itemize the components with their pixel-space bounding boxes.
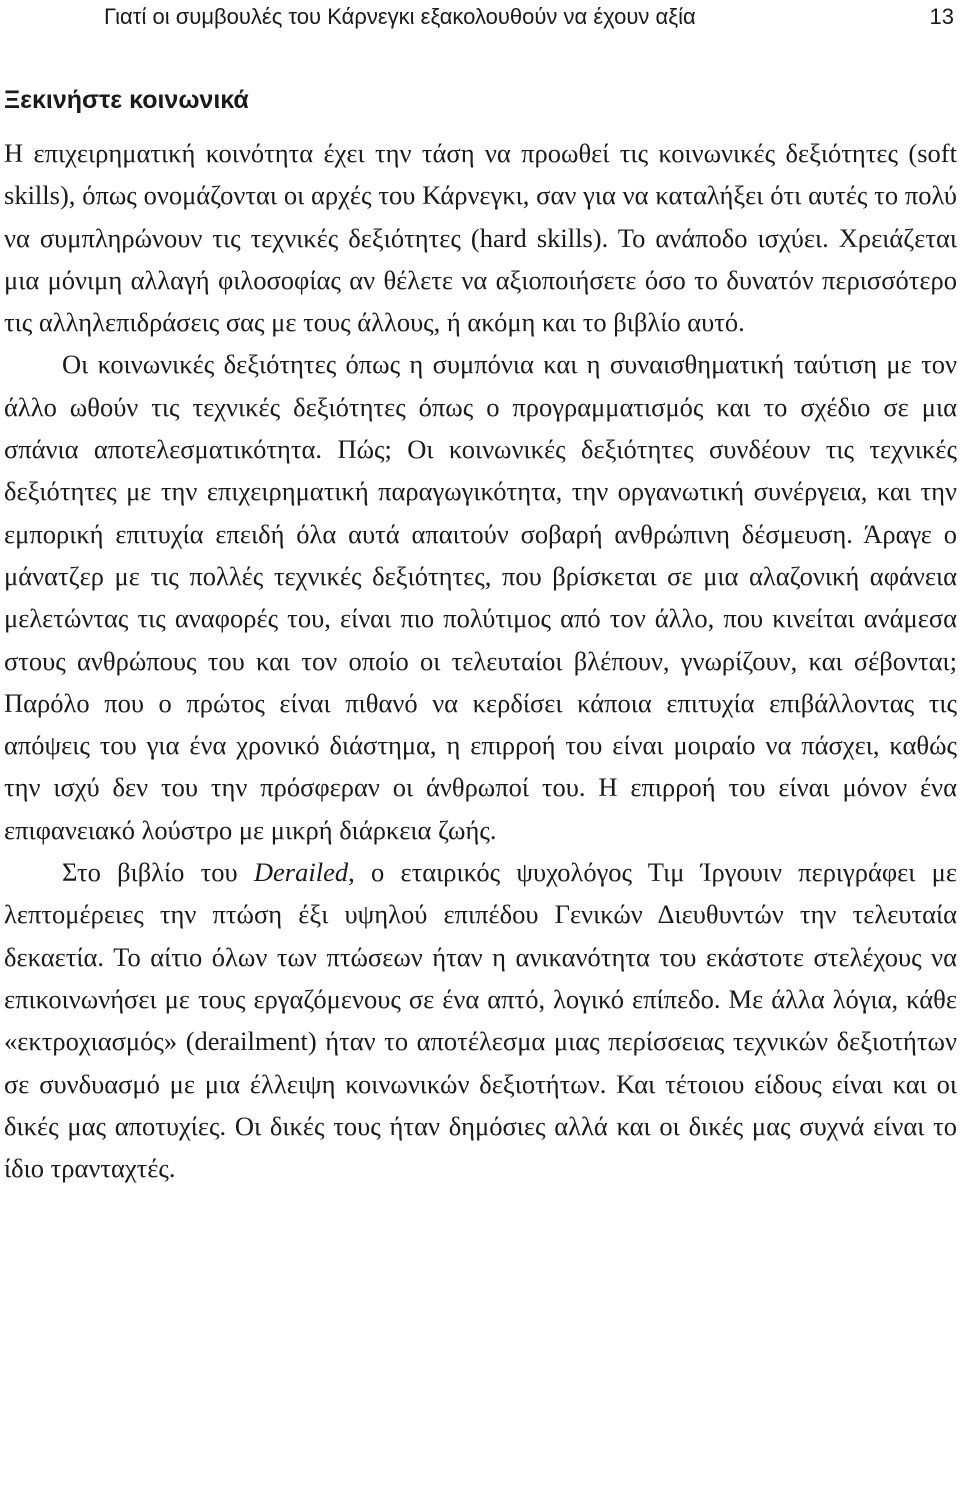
book-title-derailed: Derailed (253, 857, 349, 888)
paragraph-3-rest: , ο εταιρικός ψυχολόγος Τιμ Ίργουιν περιγράφει με λεπτομέρειες την πτώση έξι υψηλού επιπέδου Γενικών Διευθυντών την τελευταία δεκαετία. Το αίτιο όλων των πτώσεων ήταν η ανικανότητα του εκάστοτε στελέχους να επικοινωνήσει με τους εργαζόμενους σε ένα απτό, λογικό επίπεδο. Με άλλα λόγια, κάθε «εκτροχιασμός» (derailment) ήταν το αποτέλεσμα μιας περίσσειας τεχνικών δεξιοτήτων σε συνδυασμό με μια έλλειψη κοινωνικών δεξιοτήτων. Και τέτοιου είδους είναι και οι δικές μας αποτυχίες. Οι δικές τους ήταν δημόσιες αλλά και οι δικές μας συχνά είναι το ίδιο τρανταχτές. (4, 857, 957, 1184)
paragraph-3-lead: Στο βιβλίο του (62, 857, 254, 888)
paragraph-3 (4, 851, 957, 1189)
running-title: Γιατί οι συμβουλές του Κάρνεγκι εξακολουθούν να έχουν αξία (104, 4, 696, 29)
running-header (104, 0, 954, 34)
paragraph-2: Οι κοινωνικές δεξιότητες όπως η συμπόνια και η συναισθηματική ταύτιση με τον άλλο ωθούν τις τεχνικές δεξιότητες όπως ο προγραμματισμός και το σχέδιο σε μια σπάνια αποτελεσματικότητα. Πώς; Οι κοινωνικές δεξιότητες συνδέουν τις τεχνικές δεξιότητες με την επιχειρηματική παραγωγικότητα, την οργανωτική συνέργεια, και την εμπορική επιτυχία επειδή όλα αυτά απαιτούν σοβαρή ανθρώπινη δέσμευση. Άραγε ο μάνατζερ με τις πολλές τεχνικές δεξιότητες, που βρίσκεται σε μια αλαζονική αφάνεια μελετώντας τις αναφορές του, είναι πιο πολύτιμος από τον άλλο, που κινείται ανάμεσα στους ανθρώπους του και τον οποίο οι τελευταίοι βλέπουν, γνωρίζουν, και σέβονται; Παρόλο που ο πρώτος είναι πιθανό να κερδίσει κάποια επιτυχία επιβάλλοντας τις απόψεις του για ένα χρονικό διάστημα, η επιρροή του είναι μοιραίο να πάσχει, καθώς την ισχύ δεν του την πρόσφεραν οι άνθρωποί του. Η επιρροή του είναι μόνον ένα επιφανειακό λούστρο με μικρή διάρκεια ζωής. (4, 349, 957, 845)
page-number: 13 (929, 4, 954, 29)
paragraph-1: Η επιχειρηματική κοινότητα έχει την τάση να προωθεί τις κοινωνικές δεξιότητες (soft skills), όπως ονομάζονται οι αρχές του Κάρνεγκι, σαν για να καταλήξει ότι αυτές το πολύ να συμπληρώνουν τις τεχνικές δεξιότητες (hard skills). Το ανάποδο ισχύει. Χρειάζεται μια μόνιμη αλλαγή φιλοσοφίας αν θέλετε να αξιοποιήσετε όσο το δυνατόν περισσότερο τις αλληλεπιδράσεις σας με τους άλλους, ή ακόμη και το βιβλίο αυτό. (4, 138, 957, 338)
section-heading: Ξεκινήστε κοινωνικά (4, 86, 249, 114)
body-text (4, 132, 957, 1189)
